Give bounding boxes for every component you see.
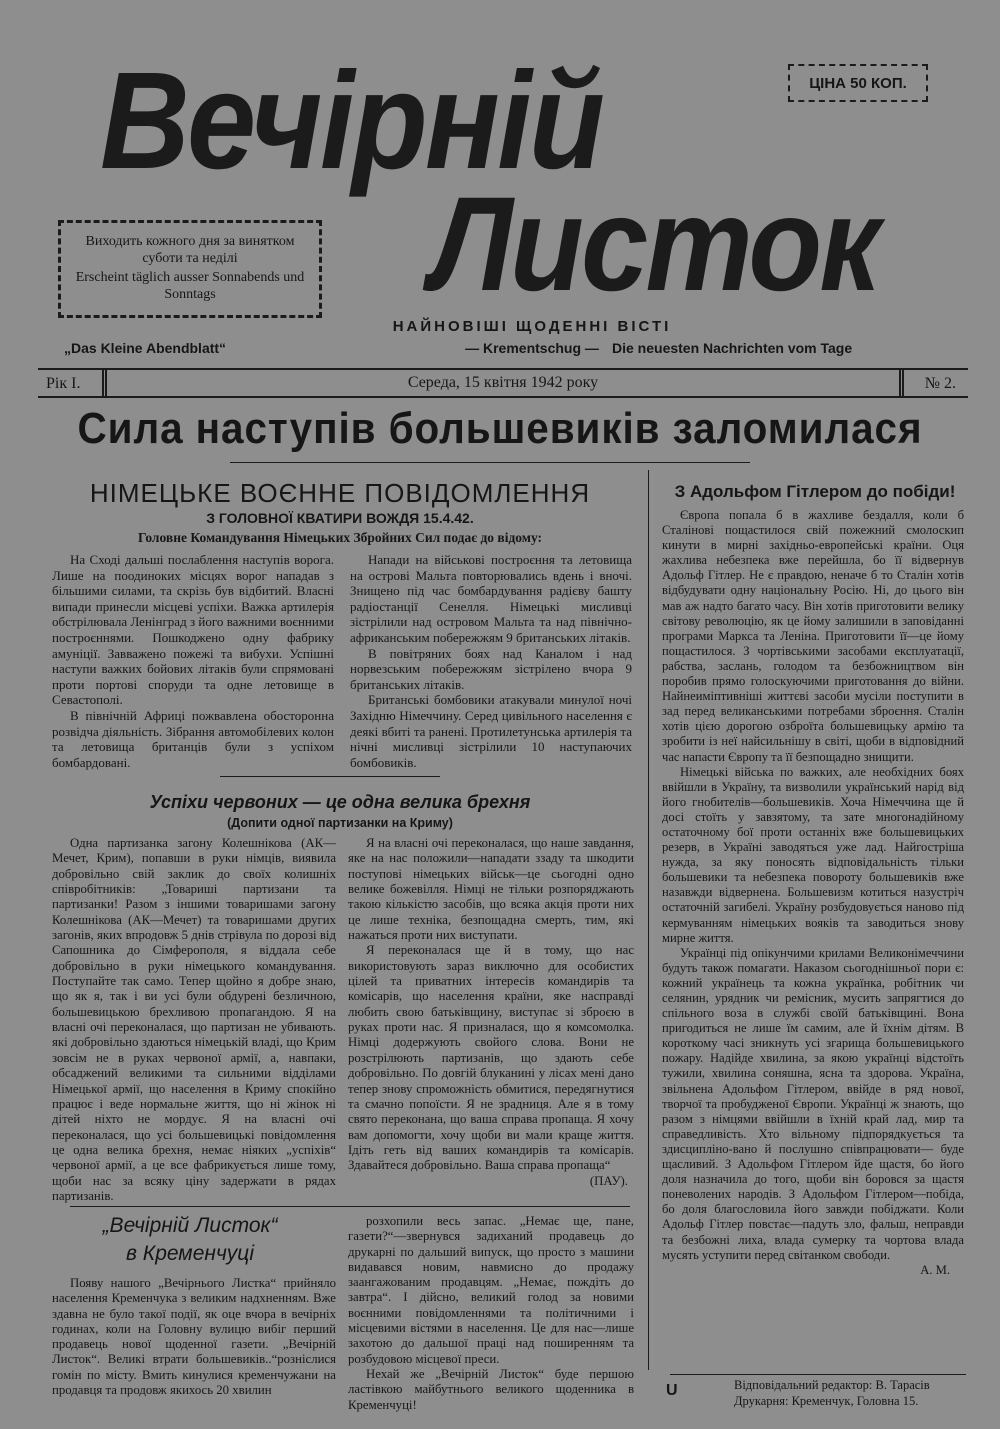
paragraph: розхопили весь запас. „Немає ще, пане, газети?“—звернувся задиханий продавець до друкарні по дальший випуск, що просто з машини видавався новим, навмисно до продажу заангажованим продавцям. „Немає, пождіть до завтра“. І дійсно, великий голод за новими воєнними повідомленнями та політичними і місцевими вістями в населення. Це для нас—лише захотою до дальшої праці над поширенням та розбудовою місцевої преси.: [348, 1214, 634, 1366]
hitler-article-body: [662, 508, 964, 1278]
issue-date: Середа, 15 квітня 1942 року: [407, 374, 599, 391]
schedule-german: Erscheint täglich ausser Sonnabends und Sonntags: [75, 270, 305, 302]
article-source: (ПАУ).: [589, 1173, 628, 1188]
paragraph: Я переконалася ще й в тому, що нас використовують зараз виключно для особистих цілей та приватних інтересів командирів та комісарів, що населення країни, яке насправді любить свою батьківщину, виступає зі зброєю в руках проти нас. Я призналася, що я комсомолка. Німці додержують свойого слова. Вони не розстрілюють партизанів, що здають себе добровільно. По довгій блуканині у лісах мені дано тепер знову спроможність обмитися, передягнутися та смачно попоїсти. Я не зрадниця. Але я в тому свято переконана, що ваша справа пропаща. Я хочу вам допомогти, хочу щоби ви мали краще життя. Ідіть геть від ваших командирів та комісарів. Здавайтеся добровільно. Ваша справа пропаща“: [348, 943, 634, 1173]
schedule-ukrainian: Виходить кожного дня за винятком суботи та неділі: [85, 234, 295, 266]
paragraph: Одна партизанка загону Колешнікова (АК—Мечет, Крим), попавши в руки німців, виявила добровільно свій заклик до своїх колишніх співробітників: „Товариші партизани та партизанки! Разом з іншими товаришами загону Колешнікова (АК—Мечет) та товаришами других загонів, яких впродовж 5 днів стрівула по дорозі від Сапошника до Сімферополя, я віддала себе добровільно в руки німецького командування. Поступайте так само. Тепер щойно я добре знаю, що як я, так і ви усі були обдурені безличною, большевицькою брехливою пропагандою. Я на власні очі переконалася, що партизан не убивають. які добровільно здаються німецькій владі, що Крим зовсім не в руках червоної армії, а, навпаки, обсаджений великими та сильними відділами Німецької армії, що населення в Криму спокійно працює і веде нормальне життя, що ні жінок ні дітей ніхто не мордує. Я на власні очі переконалася, що усі большевицькі повідомлення це одна велика брехня, немає ніяких „успіхів“ червоної армії, а це все фабрикується лише тому, щоби нас за всяку ціну задержати в рядах партизанів.: [52, 836, 336, 1203]
editor-line: Відповідальний редактор: В. Тарасів: [734, 1378, 930, 1392]
paragraph: Появу нашого „Вечірнього Листка“ прийняло населення Кременчука з великим надхненням. Вже здавна не було такої події, як оце вчора в вечірніх годинах, коли на Головну вулицю вибіг перший продавець нової щоденної газети. „Вечірній Листок“. Великі втрати большевиків..“розніслися гомін по місту. Вмить кинулися кременчужани на продавця та продовж якихось 20 хвилин: [52, 1276, 336, 1398]
printer-line: Друкарня: Кременчук, Головна 15.: [734, 1394, 919, 1408]
paragraph: В північній Африці пожвавлена обосторонна розвідча діяльність. Зібрання автомобілевих колон та летовища британців були з успіхом бомбардовані.: [52, 707, 334, 770]
paragraph: Європа попала б в жахливе бездалля, коли б Сталінові пощастилося свій пожежний смолоскип кинути в мирні західньо-европейські країни. Оця жахлива небезпека вже перейшла, бо її відвернув Адольф Гітлер. Не є правдою, неначе б то Сталін хотів відбудувати одну національну Росію. Ні, до цього він мав аж надто багато часу. Він хотів приготовити велику світову революцію, як це йому залишили в заповіданні програми Маркса та Леніна. Приготовити її—це йому пощастилося. З чортівськими засобами експлуатації, рабства, заслань, голодом та безбожництвом він поробив прямо голоскуючими приготовання до війни. Найнеиміптивніші життєві засоби мусіли поступити в зад перед великанськими потребами зброєння. Сталін хотів цією дорогою озброїта большевицьку армію та зробити із неї найсильнішу в світі, щоби в відповідний час напасти Європу та її безпощадно знищити.: [662, 508, 964, 764]
main-headline: Сила наступів большевиків заломилася: [77, 404, 923, 453]
column-divider: [648, 470, 649, 1370]
kremenchuk-article-column-1: [52, 1276, 336, 1398]
title-line: в Кременчуці: [126, 1242, 254, 1265]
masthead-title-line1: Вечірній: [100, 44, 603, 198]
divider: [230, 462, 750, 463]
paragraph: В повітряних боях над Каналом і над норвезським побережжям зістрілено вчора 9 британських літаків.: [350, 645, 632, 692]
german-tagline: Die neuesten Nachrichten vom Tage: [612, 340, 853, 356]
german-report-column-1: [52, 552, 334, 770]
paragraph: Українці під опікунчими крилами Великонімеччини будуть також помагати. Наказом сьогоднішньої пори є: кожний українець та кожна українка, робітник чи селянин, урядник чи ремісник, мусить запрягтися до спільного воза в службі своїй батьківщині. Вона пригодиться не лише їм самим, але й їхнім дітям. В короткому часі зникнуть усі згарища большевицького пожару. Надійде хвилина, за якою українці відстоїть тужили, хвилина соняшна, ясна та здорова. Україна, звільнена Адольфом Гітлером, ввійде в ряд нової, творчої та пробудженої Європи. Українці ж знають, що разом з німцями ввійшли в їхній край лад, мир та справедливість. Хто вільному підпорядкується та здисципліно-вано й послушно співпрацювати— буде щасливий. З Адольфом Гітлером йде щастя, бо його доля назначила до того, щоби він боровся за щастя поневолених народів. З Адольфом Гітлером—побіда, бо доля благословила його завжди побіджати. Коли Адольф Гітлер повстає—падуть зло, фальш, неправди та безбожні лиха, влада сумерку та чортова влада мусять уступити перед світанком свободи.: [662, 945, 964, 1262]
hitler-article-title: З Адольфом Гітлером до побіди!: [674, 482, 956, 501]
paragraph: Напади на військові построєння та летовища на острові Мальта повторювались вдень і вночі. Знищено під час бомбардування радієву башту радіостанції Сенелля. Німецькі мисливці зістрілили над островом Мальта та над північно-африканським побережжям 9 британських літаків.: [350, 552, 632, 645]
paragraph: Я на власні очі переконалася, що наше завдання, яке на нас положили—нападати ззаду та шкодити поступові німецьких військ—це сьогодні одно велике божевілля. Німці не тільки розпоряджають такою кількістю засобів, що всяка акція проти них це лише техніка, безпощадна смерть, тим, які нажаться проти них виступати.: [348, 836, 634, 943]
kremenchuk-article-title: [40, 1212, 340, 1268]
divider: [670, 1374, 966, 1375]
paragraph: Німецькі війська по важких, але необхідних боях ввійшли в Україну, та визволили український нарід від його гнобителів—большевиків. Хоча Німеччина ще й досі стоїть у завзятому, та зате многонадійному остаточному бої проти останніх вже большевицьких резерв, в Україні заводяться уже лад. Найгостріша нужда, за яку поносять відповідальність тільки большевики та небезпека повороту большевиків вже назавжди відвернена. Большевизм котиться назустріч остаточній загибелі. Україну розбудовується наново під кермуванням німецьких вояків та заводиться знову мирне життя.: [662, 764, 964, 945]
german-title: „Das Kleine Abendblatt“: [64, 340, 227, 356]
success-article-column-1: [52, 836, 336, 1204]
printer-mark: U: [666, 1382, 678, 1399]
german-report-title: НІМЕЦЬКЕ ВОЄННЕ ПОВІДОМЛЕННЯ: [89, 478, 591, 508]
divider: [220, 776, 440, 777]
success-article-column-2: [348, 836, 634, 1189]
paragraph: Нехай же „Вечірній Листок“ буде першою ластівкою майбутнього великого щоденника в Кременчуці!: [348, 1366, 634, 1412]
german-report-intro: Головне Командування Німецьких Збройних Сил подає до відому:: [137, 530, 543, 545]
date-bar: [38, 368, 968, 398]
issue-number: № 2.: [924, 375, 956, 392]
success-article-subtitle: (Допити одної партизанки на Криму): [227, 816, 453, 830]
paragraph: На Сході дальші послаблення наступів ворога. Лише на поодиноких місцях ворог нападав з більшими силами, та скрізь був відбитий. Власні випади принесли місцеві успіхи. Важка артилерія обстрілювала Ленінград з його важними воєнними построєннями. Пошкоджено одну фабрику амуніції. Завважено пожежі та вибухи. Успішні наступи важких бойових літаків були спрямовані проти портові споруди та одне летовище в Севастополі.: [52, 552, 334, 708]
year-label: Рік І.: [46, 375, 81, 392]
city-label: — Krementschug —: [465, 340, 599, 356]
german-report-column-2: [350, 552, 632, 770]
masthead-title-line2: Листок: [430, 170, 878, 319]
article-signature: А. М.: [920, 1262, 950, 1277]
divider: [70, 1206, 630, 1207]
divider: [899, 370, 904, 396]
german-report-subtitle: З ГОЛОВНОЇ КВАТИРИ ВОЖДЯ 15.4.42.: [206, 510, 474, 526]
publication-schedule-box: [58, 220, 322, 318]
masthead-subtitle: НАЙНОВІШІ ЩОДЕННІ ВІСТІ: [392, 318, 672, 335]
kremenchuk-article-column-2: [348, 1214, 634, 1413]
title-line: „Вечірній Листок“: [102, 1214, 278, 1237]
price-box: ЦІНА 50 КОП.: [788, 64, 928, 102]
paragraph: Британські бомбовики атакували минулої ночі Західню Німеччину. Серед цивільного населення є деякі вбиті та ранені. Протилетунська артилерія та нічні мисливці зістрілили 10 наступаючих бомбовиків.: [350, 692, 632, 770]
success-article-title: Успіхи червоних — це одна велика брехня: [149, 792, 531, 812]
